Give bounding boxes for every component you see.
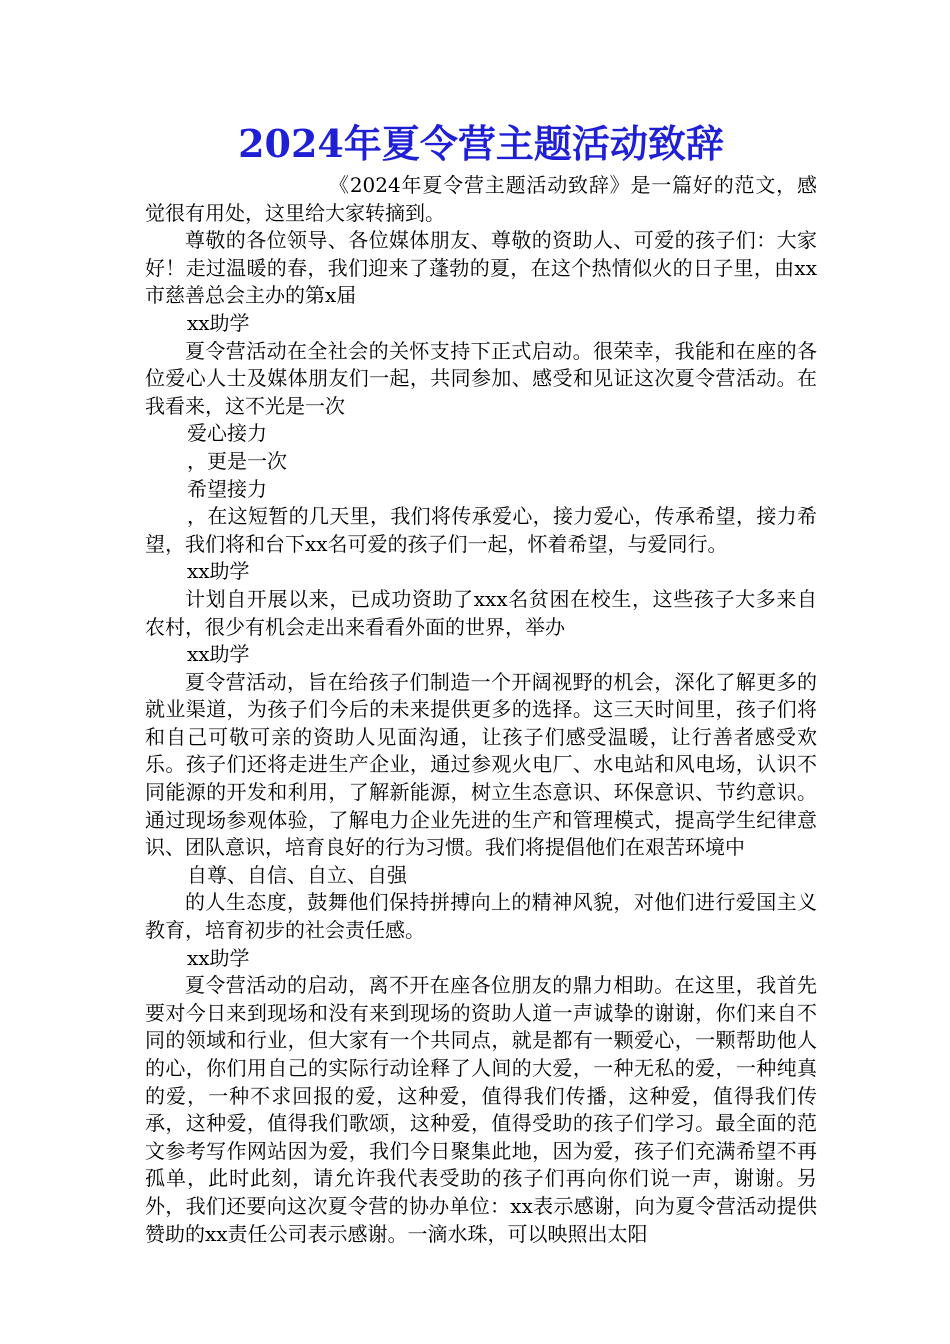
paragraph-xx-zhuxue-3: xx助学	[187, 642, 250, 667]
paragraph-more-than: ，更是一次	[187, 448, 287, 473]
paragraph-xx-zhuxue-2: xx助学	[187, 559, 250, 584]
paragraph-thanks: 夏令营活动的启动，离不开在座各位朋友的鼎力相助。在这里，我首先要对今日来到现场和没有来到现场的资助人道一声诚挚的谢谢，你们来自不同的领域和行业，但大家有一个共同点，就是都有一颗爱心，一颗帮助他人的心，你们用自己的实际行动诠释了人间的大爱，一种无私的爱，一种纯真的爱，一种不求回报的爱，这种爱，值得我们传播，这种爱，值得我们传承，这种爱，值得我们歌颂，这种爱，值得受助的孩子们学习。最全面的范文参考写作网站因为爱，我们今日聚集此地，因为爱，孩子们充满希望不再孤单，此时此刻，请允许我代表受助的孩子们再向你们说一声，谢谢。另外，我们还要向这次夏令营的协办单位：xx表示感谢，向为夏令营活动提供赞助的xx责任公司表示感谢。一滴水珠，可以映照出太阳	[145, 973, 817, 1246]
paragraph-attitude: 的人生态度，鼓舞他们保持拼搏向上的精神风貌，对他们进行爱国主义教育，培育初步的社会责任感。	[145, 890, 817, 943]
document-page	[145, 118, 817, 1248]
paragraph-hope-relay: 希望接力	[187, 476, 267, 501]
paragraph-greeting: 尊敬的各位领导、各位媒体朋友、尊敬的资助人、可爱的孩子们：大家好！走过温暖的春，我们迎来了蓬勃的夏，在这个热情似火的日子里，由xx市慈善总会主办的第x届	[145, 228, 817, 308]
paragraph-few-days: ，在这短暂的几天里，我们将传承爱心，接力爱心，传承希望，接力希望，我们将和台下xx名可爱的孩子们一起，怀着希望，与爱同行。	[145, 504, 817, 556]
paragraph-plan: 计划自开展以来，已成功资助了xxx名贫困在校生，这些孩子大多来自农村，很少有机会走出来看看外面的世界，举办	[145, 586, 817, 639]
paragraph-xx-zhuxue-4: xx助学	[187, 945, 250, 970]
paragraph-camp-purpose: 夏令营活动，旨在给孩子们制造一个开阔视野的机会，深化了解更多的就业渠道，为孩子们今后的未来提供更多的选择。这三天时间里，孩子们将和自己可敬可亲的资助人见面沟通，让孩子们感受温暖，让行善者感受欢乐。孩子们还将走进生产企业，通过参观火电厂、水电站和风电场，认识不同能源的开发和利用，了解新能源，树立生态意识、环保意识、节约意识。通过现场参观体验，了解电力企业先进的生产和管理模式，提高学生纪律意识、团队意识，培育良好的行为习惯。我们将提倡他们在艰苦环境中	[145, 669, 817, 860]
document-title: 2024年夏令营主题活动致辞	[238, 121, 724, 166]
paragraph-xx-zhuxue-1: xx助学	[187, 310, 250, 335]
paragraph-self-respect: 自尊、自信、自立、自强	[187, 862, 407, 887]
paragraph-love-relay: 爱心接力	[187, 421, 267, 446]
paragraph-launch: 夏令营活动在全社会的关怀支持下正式启动。很荣幸，我能和在座的各位爱心人士及媒体朋友们一起，共同参加、感受和见证这次夏令营活动。在我看来，这不光是一次	[145, 338, 817, 418]
paragraph-intro: 《2024年夏令营主题活动致辞》是一篇好的范文，感觉很有用处，这里给大家转摘到。	[145, 173, 817, 225]
